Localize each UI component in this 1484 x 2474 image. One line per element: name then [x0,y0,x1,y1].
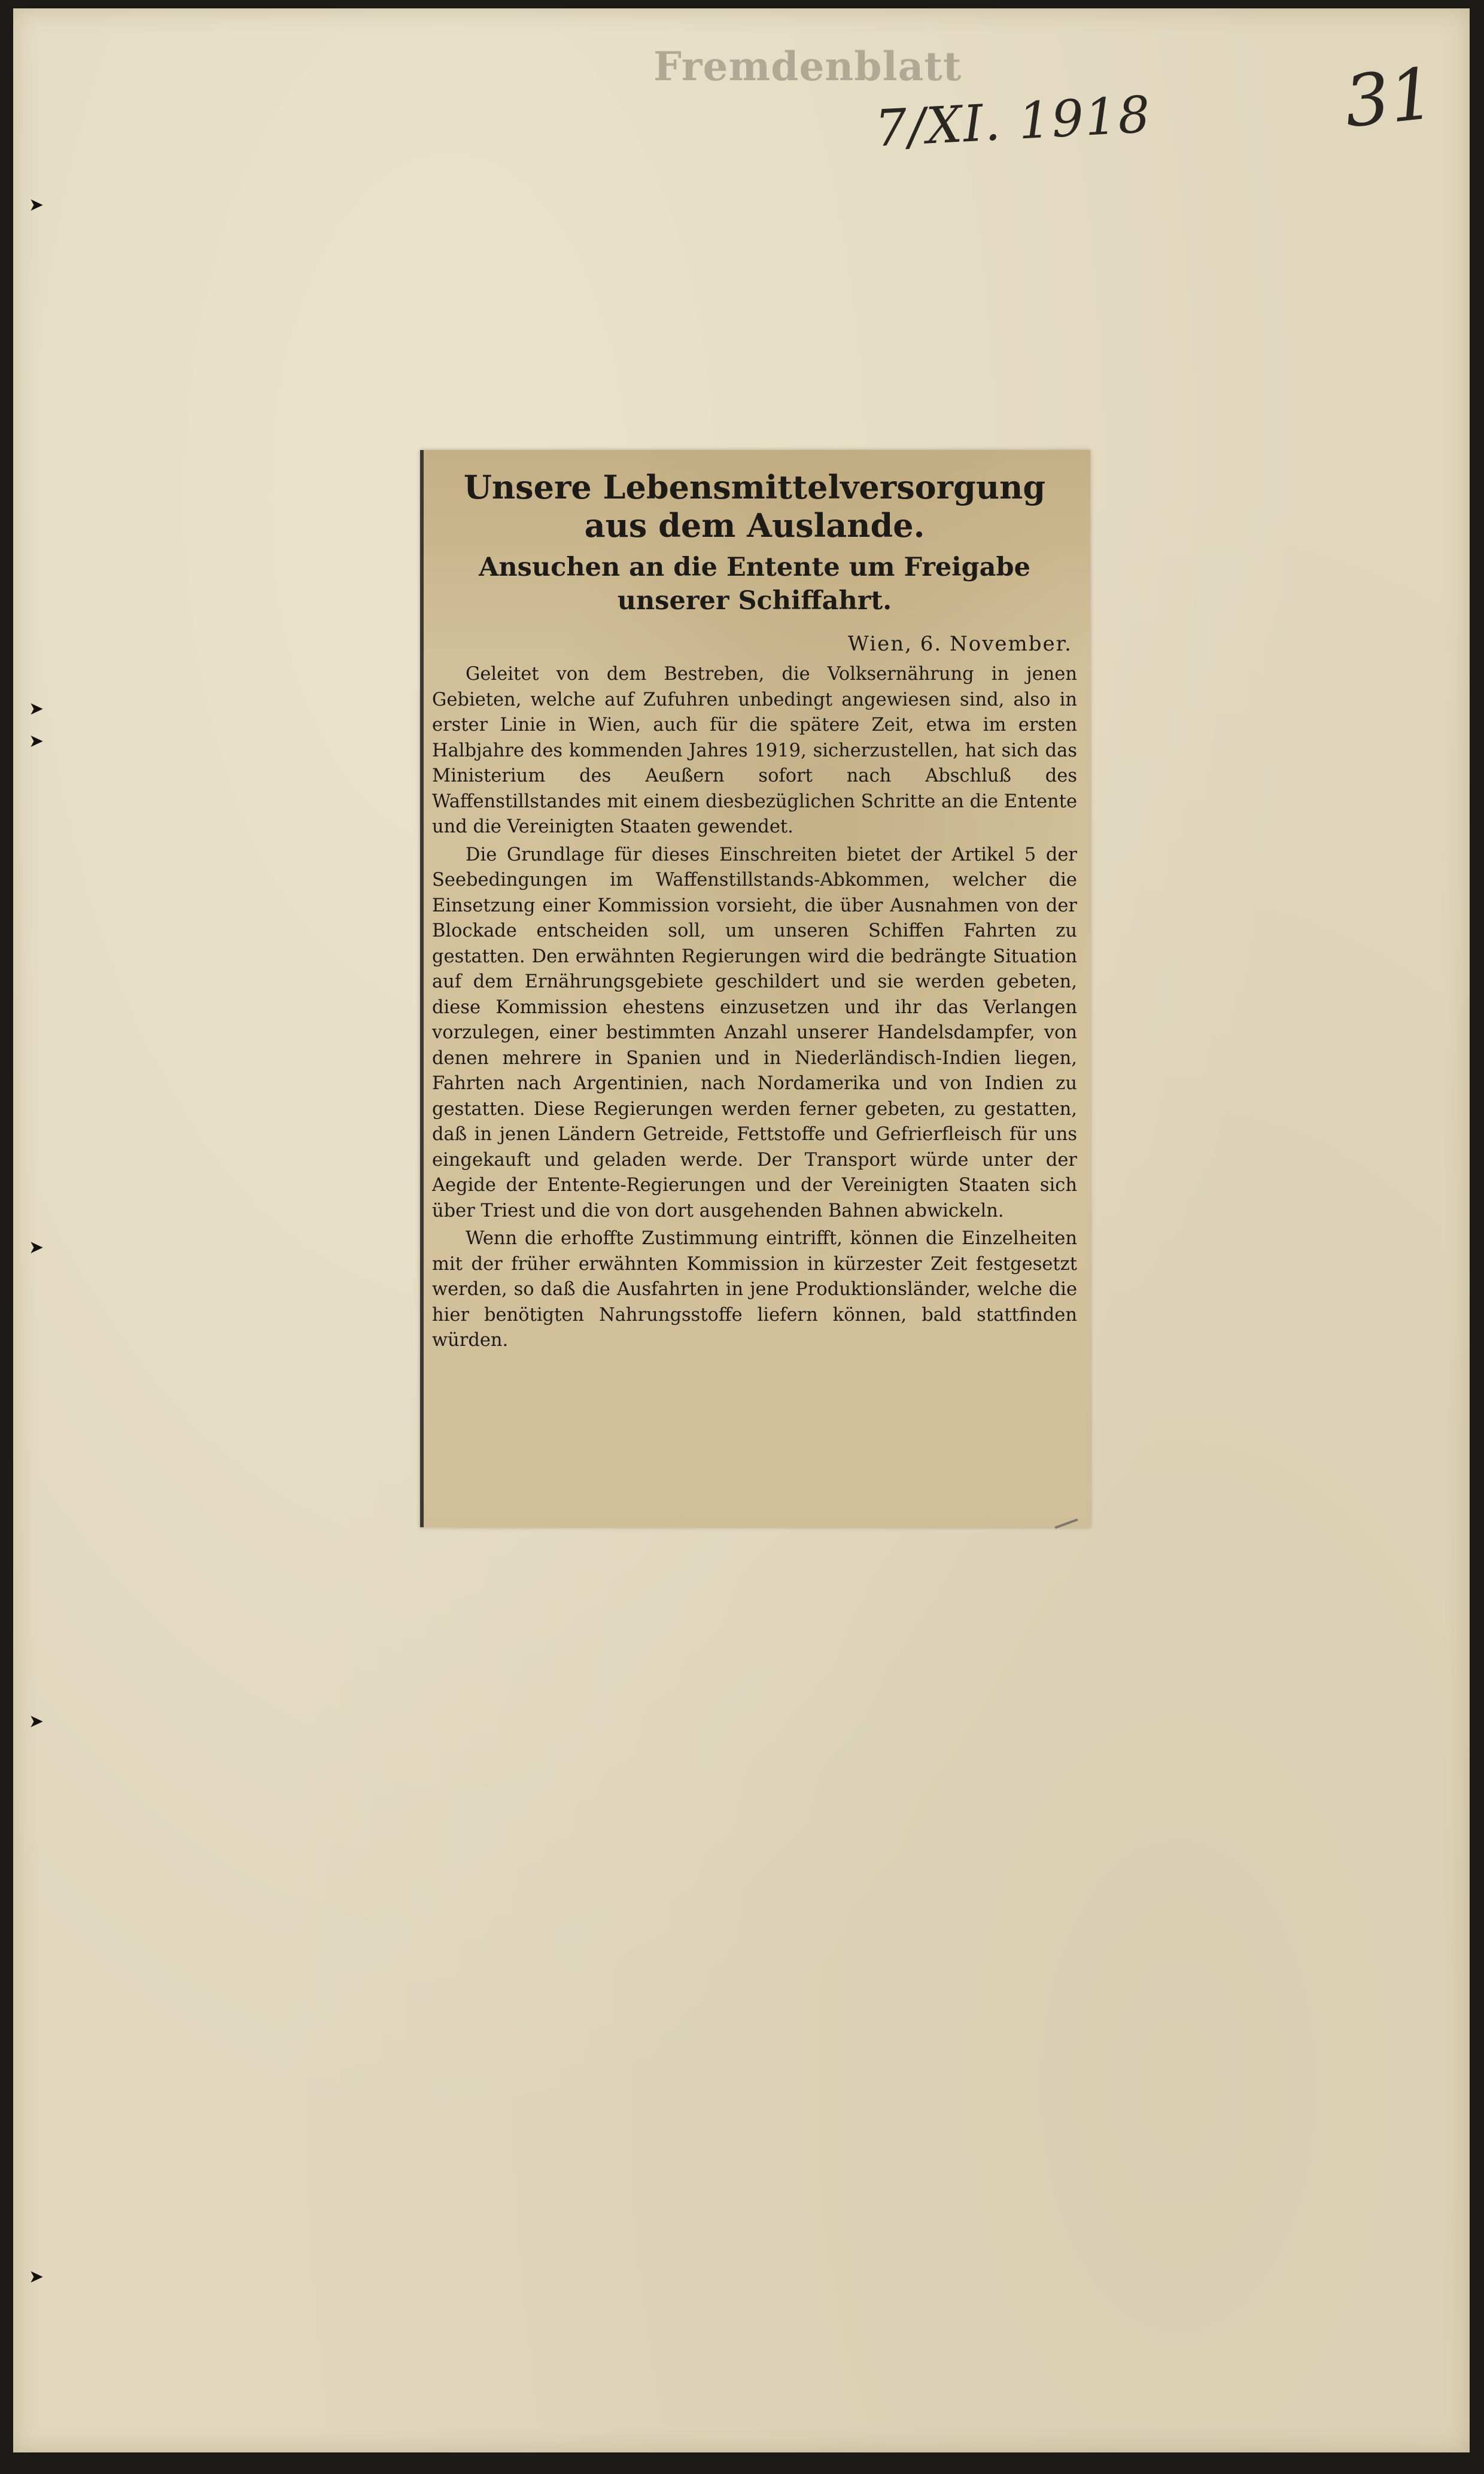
article-paragraph: Wenn die erhoffte Zustimmung eintrifft, können die Einzelheiten mit der früher erwähnten Kommission in kürzester Zeit festgesetzt werden, so daß die Ausfahrten in jene Produktionsländer, welche die hier benötigten Nahrungsstoffe liefern können, bald stattfinden würden. [432,1228,1077,1351]
archive-sheet [13,8,1470,2452]
newspaper-clipping [420,450,1090,1527]
article-headline: Unsere Lebensmittelversorgung aus dem Auslande. [463,468,1046,545]
binding-hole-mark-icon: ➤ [29,1711,44,1732]
article-paragraph: Geleitet von dem Bestreben, die Volksernährung in jenen Gebieten, welche auf Zufuhren unbedingt angewiesen sind, also in erster Linie in Wien, auch für die spätere Zeit, etwa im ersten Halbjahre des kommenden Jahres 1919, sicherzustellen, hat sich das Ministerium des Aeußern sofort nach Abschluß des Waffenstillstandes mit einem diesbezüglichen Schritte an die Entente und die Vereinigten Staaten gewendet. [432,664,1077,837]
article-subheadline: Ansuchen an die Entente um Freigabe unserer Schiffahrt. [479,552,1030,616]
binding-hole-mark-icon: ➤ [29,2266,44,2287]
handwritten-page-number: 31 [1340,51,1439,144]
article-dateline: Wien, 6. November. [847,632,1072,656]
binding-hole-mark-icon: ➤ [29,1237,44,1258]
binding-hole-mark-icon: ➤ [29,731,44,752]
handwritten-date: 7/XI. 1918 [873,84,1153,159]
binding-hole-mark-icon: ➤ [29,698,44,719]
source-stamp: Fremdenblatt [653,43,962,90]
article-paragraph: Die Grundlage für dieses Einschreiten bietet der Artikel 5 der Seebedingungen im Waffenstillstands-Abkommen, welcher die Einsetzung einer Kommission vorsieht, die über Ausnahmen von der Blockade entscheiden soll, um unseren Schiffen Fahrten zu gestatten. Den erwähnten Regierungen wird die bedrängte Situation auf dem Ernährungsgebiete geschildert und sie werden gebeten, diese Kommission ehestens einzusetzen und ihr das Verlangen vorzulegen, einer bestimmten Anzahl unserer Handelsdampfer, von denen mehrere in Spanien und in Niederländisch-Indien liegen, Fahrten nach Argentinien, nach Nordamerika und von Indien zu gestatten. Diese Regierungen werden ferner gebeten, zu gestatten, daß in jenen Ländern Getreide, Fettstoffe und Gefrierfleisch für uns eingekauft und geladen werde. Der Transport würde unter der Aegide der Entente-Regierungen und der Vereinigten Staaten sich über Triest und die von dort ausgehenden Bahnen abwickeln. [432,844,1077,1221]
binding-hole-mark-icon: ➤ [29,194,44,215]
